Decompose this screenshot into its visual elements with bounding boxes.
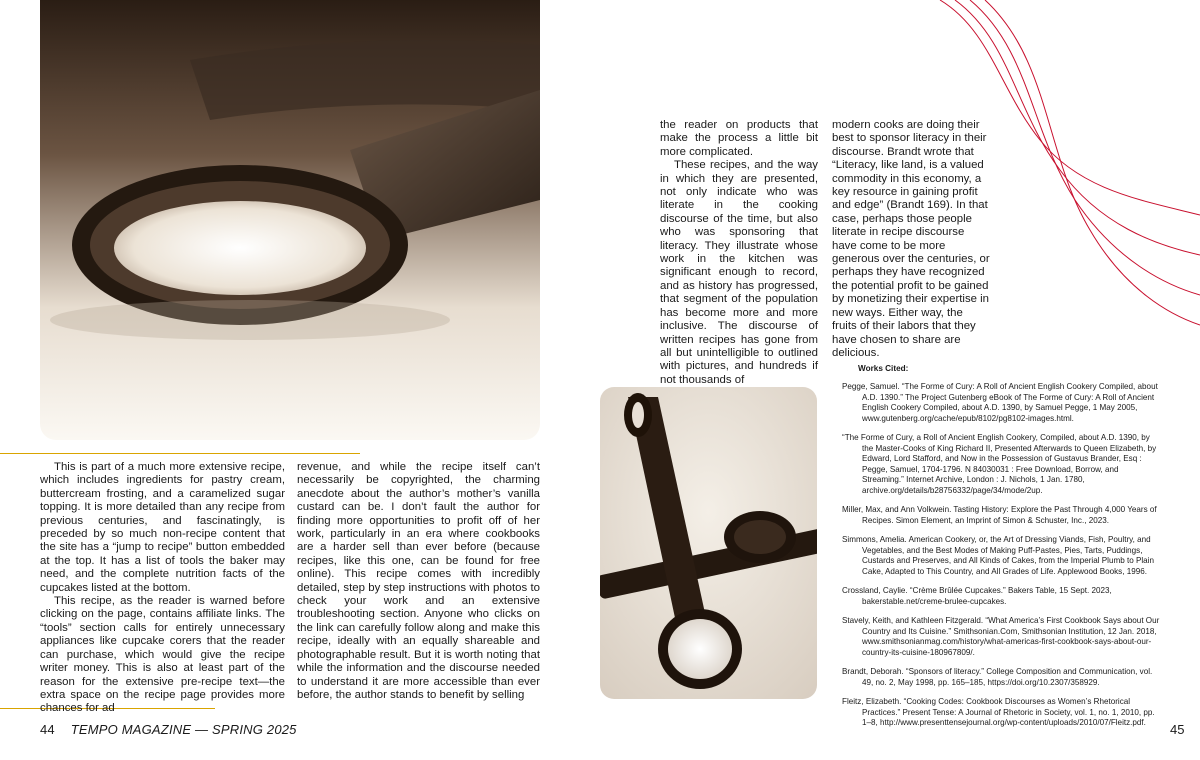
citation: Brandt, Deborah. “Sponsors of literacy.” College Composition and Communication, vol. 49, no. 2, May 1998, pp. 165–185, https://doi.org/10.2307/358929. bbox=[842, 667, 1153, 687]
article-column-4 bbox=[832, 119, 990, 360]
article-column-1 bbox=[40, 461, 285, 716]
measuring-spoons-photo bbox=[600, 387, 817, 699]
page-number-right: 45 bbox=[1170, 722, 1185, 737]
citation: Simmons, Amelia. American Cookery, or, the Art of Dressing Viands, Fish, Poultry, and Vegetables, and the Best Modes of Making Puff-Pastes, Pies, Tarts, Puddings, Custards and Preserves, and All Kinds of Cakes, from the Imperial Plumb to Plain Cake, Adapted to This Country, and All Grades of Life. Applewood Books, 1996. bbox=[842, 535, 1154, 576]
citation: “The Forme of Cury, a Roll of Ancient English Cookery, Compiled, about A.D. 1390, by the Master-Cooks of King Richard II, Presented Afterwards to Queen Elizabeth, by Edward, Lord Stafford, and Now in the Possession of Gustavus Brander, Esq : Pegge, Samuel, 1704-1796. N 84030031 : Free Download, Borrow, and Streaming.” Internet Archive, London : J. Nichols, 1 Jan. 1780, archive.org/details/b28756332/page/34/mode/2up. bbox=[842, 433, 1157, 495]
page-number-left: 44 bbox=[40, 722, 55, 737]
article-column-3 bbox=[660, 119, 818, 387]
citation: Pegge, Samuel. “The Forme of Cury: A Roll of Ancient English Cookery Compiled, about A.D. 1390.” The Project Gutenberg eBook of The Forme of Cury: A Roll of Ancient English Cookery Compiled, about A.D. 1390, by Samuel Pegge, 1 May 2005, www.gutenberg.org/cache/epub/8102/pg8102-images.html. bbox=[842, 382, 1158, 423]
paragraph: the reader on products that make the process a little bit more complicated. bbox=[660, 119, 818, 158]
paragraph: modern cooks are doing their best to sponsor literacy in their discourse. Brandt wrote that “Literacy, like land, is a valued commodity in this economy, a key resource in gaining profit and edge” (Brandt 169). In that case, perhaps those people literate in recipe discourse have come to be more generous over the centuries, or perhaps they have recognized the potential profit to be gained by monetizing their expertise in new ways. Either way, the fruits of their labors that they have chosen to share are delicious. bbox=[832, 119, 990, 359]
paragraph: This recipe, as the reader is warned before clicking on the page, contains affiliate links. The “tools” section calls for entirely unnecessary appliances like cupcake corers that the reader can purchase, which would give the recipe writer money. This is also at least part of the reason for the extensive pre-recipe text—the extra space on the recipe page provides more chances for ad bbox=[40, 595, 285, 715]
citation: Miller, Max, and Ann Volkwein. Tasting History: Explore the Past Through 4,000 Years of Recipes. Simon Element, an Imprint of Simon & Schuster, Inc., 2023. bbox=[842, 505, 1157, 525]
paragraph: revenue, and while the recipe itself can’t necessarily be copyrighted, the charming anecdote about the author’s mother’s vanilla custard can be. I don’t fault the author for finding more opportunities to profit off of her work, particularly in an era where cookbooks are a harder sell than ever before (because recipes, like this one, can be found for free online). This recipe comes with incredibly detailed, step by step instructions with photos to check your work and an extensive troubleshooting section. Anyone who clicks on the link can carefully follow along and make this recipe, ideally with an equally shareable and photographable result. But it is worth noting that while the information and the discourse needed to understand it are more accessible than ever before, the author stands to benefit by selling bbox=[297, 461, 540, 701]
page-footer-left bbox=[40, 722, 297, 737]
accent-rule-top bbox=[0, 453, 360, 454]
citation: Crossland, Caylie. “Crème Brûlée Cupcakes.” Bakers Table, 15 Sept. 2023, bakerstable.net/creme-brulee-cupcakes. bbox=[842, 586, 1112, 606]
paragraph: These recipes, and the way in which they are presented, not only indicate who was literate in the cooking discourse of the time, but also who was sponsoring that literacy. They illustrate whose work in the kitchen was significant enough to record, and as history has progressed, that segment of the population has become more and more inclusive. The discourse of written recipes has gone from all but unintelligible to outlined with pictures, and hundreds if not thousands of bbox=[660, 159, 818, 386]
works-cited-title: Works Cited: bbox=[858, 364, 909, 373]
citation: Stavely, Keith, and Kathleen Fitzgerald. “What America’s First Cookbook Says about Our Country and Its Cuisine.” Smithsonian.Com, Smithsonian Institution, 12 Jan. 2018, www.smithsonianmag.com/history/what-americas-first-cookbook-says-about-our-country-its-cuisine-180967809/. bbox=[842, 616, 1160, 657]
paragraph: This is part of a much more extensive recipe, which includes ingredients for pastry cream, buttercream frosting, and a caramelized sugar topping. It is more detailed than any recipe from previous centuries, and fascinatingly, is preceded by so much non-recipe content that the site has a “jump to recipe” button embedded at the top. It has a list of tools the baker may need, and the complete nutrition facts of the cupcakes listed at the bottom. bbox=[40, 461, 285, 594]
works-cited bbox=[842, 364, 1162, 738]
citation: Fleitz, Elizabeth. “Cooking Codes: Cookbook Discourses as Women’s Rhetorical Practices.” Present Tense: A Journal of Rhetoric in Society, vol. 1, no. 1, 2010, pp. 1–8, http://www.presenttensejournal.org/wp-content/uploads/2010/07/Fleitz.pdf. bbox=[842, 697, 1155, 727]
magazine-title: TEMPO MAGAZINE — SPRING 2025 bbox=[70, 722, 297, 737]
article-column-2 bbox=[297, 461, 540, 702]
spoon-photo-top bbox=[40, 0, 540, 440]
